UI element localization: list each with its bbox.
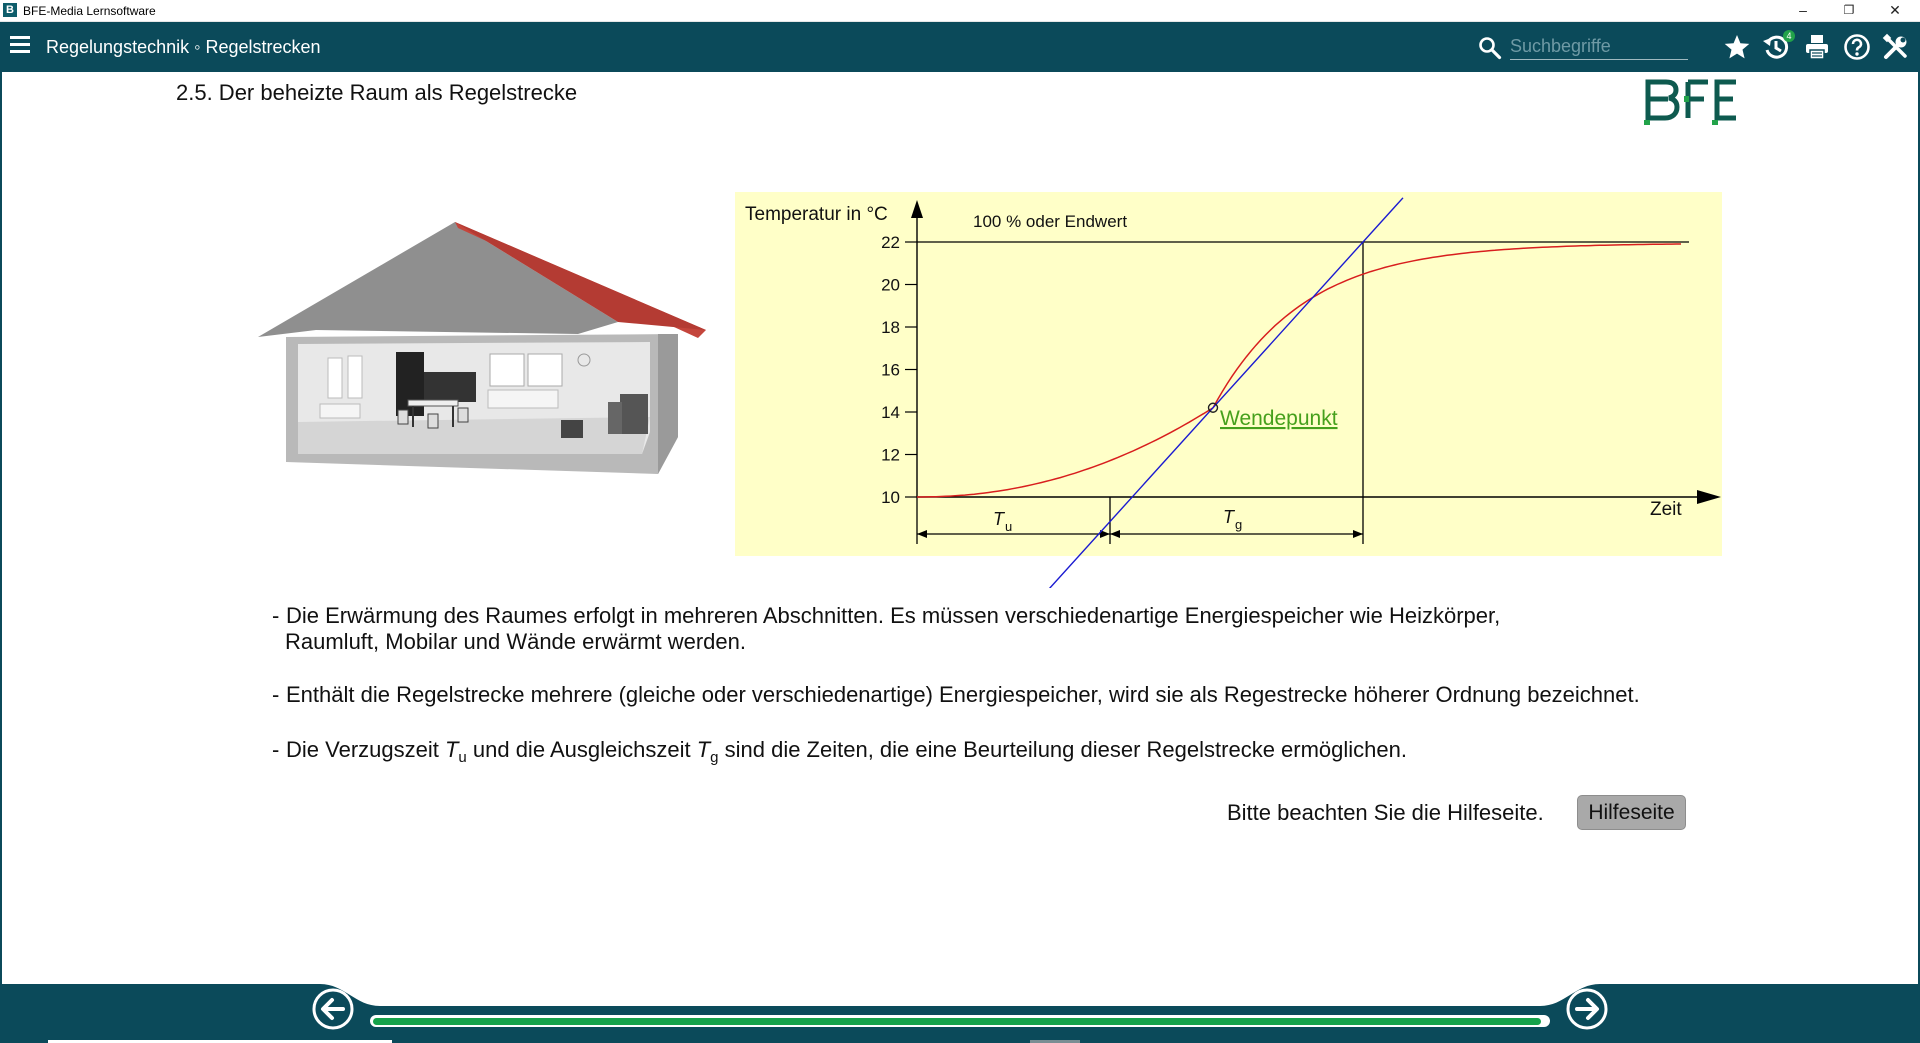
restore-button[interactable]: ❐ [1843,3,1855,17]
print-icon[interactable] [1803,33,1831,61]
notification-badge: 4 [1783,30,1795,42]
bullet-2-text: Enthält die Regelstrecke mehrere (gleiche oder verschiedenartige) Energiespeicher, wird sie als Regestrecke höherer Ordnung bezeichnet. [286,682,1640,707]
bullet-1: - Die Erwärmung des Raumes erfolgt in mehreren Abschnitten. Es müssen verschiedenartige Energiespeicher wie Heizkörper, [272,603,1501,628]
minimize-button[interactable]: – [1799,2,1807,18]
search-input[interactable] [1510,34,1688,60]
help-page-button[interactable]: Hilfeseite [1577,795,1686,830]
search-icon[interactable] [1478,36,1502,60]
bullet-3: - Die Verzugszeit $T_u$ und die Ausgleichszeit $T_g$ sind die Zeiten, die eine Beurteilung dieser Regelstrecke ermöglichen. [272,737,1407,766]
tu-subscript-label: u [1005,519,1013,534]
y-tick-label-16: 16 [881,360,900,380]
house-illustration [258,222,706,478]
tg-symbol: T [696,737,711,762]
y-tick-label-20: 20 [881,275,900,295]
bullet-3-text-c: sind die Zeiten, die eine Beurteilung dieser Regelstrecke ermöglichen. [718,737,1407,762]
inflection-label: Wendepunkt [1220,407,1338,430]
bullet-3-text-a: Die Verzugszeit [286,737,445,762]
bullet-1-line-2: Raumluft, Mobilar und Wände erwärmt werden. [285,629,746,654]
tu-label: T [993,509,1004,529]
previous-page-button[interactable] [311,987,355,1031]
endwert-label: 100 % oder Endwert [973,212,1128,231]
x-axis-label: Zeit [1650,499,1682,520]
y-axis-label: Temperatur in °C [745,204,888,225]
tg-subscript: g [710,749,719,766]
y-tick-label-14: 14 [881,403,900,422]
progress-fill [373,1018,1541,1025]
search-box [1478,34,1710,62]
window-title-bar [0,0,1920,22]
tg-label: T [1223,507,1234,527]
help-hint: Bitte beachten Sie die Hilfeseite. [1227,800,1544,825]
bullet-3-text-b: und die Ausgleichszeit [466,737,697,762]
app-icon: B [3,3,17,17]
app-header [0,22,1920,72]
window-title: BFE-Media Lernsoftware [23,4,156,18]
bullet-2: - Enthält die Regelstrecke mehrere (gleiche oder verschiedenartige) Energiespeicher, wird sie als Regestrecke höherer Ordnung bezeichnet. [272,682,1640,707]
tu-symbol: T [444,737,459,762]
bottom-navigation [0,984,1920,1043]
step-response-chart [735,192,1722,588]
close-button[interactable]: ✕ [1889,2,1901,18]
tu-subscript: u [458,749,467,766]
next-page-button[interactable] [1565,987,1609,1031]
help-icon[interactable] [1843,33,1871,61]
tools-icon[interactable] [1882,33,1910,61]
menu-icon[interactable] [10,36,30,56]
y-tick-label-22: 22 [881,233,900,252]
y-tick-label-18: 18 [881,318,900,337]
y-tick-label-12: 12 [881,445,900,465]
bottom-bar-shape [0,984,1920,1043]
bfe-logo [1644,78,1740,126]
star-icon[interactable] [1723,33,1751,61]
breadcrumb[interactable]: Regelungstechnik ◦ Regelstrecken [46,37,321,57]
y-tick-label-10: 10 [881,488,900,507]
tg-subscript-label: g [1235,517,1243,532]
bullet-1-line-1: Die Erwärmung des Raumes erfolgt in mehreren Abschnitten. Es müssen verschiedenartige Energiespeicher wie Heizkörper, [286,603,1501,628]
page-title: 2.5. Der beheizte Raum als Regelstrecke [176,80,578,105]
